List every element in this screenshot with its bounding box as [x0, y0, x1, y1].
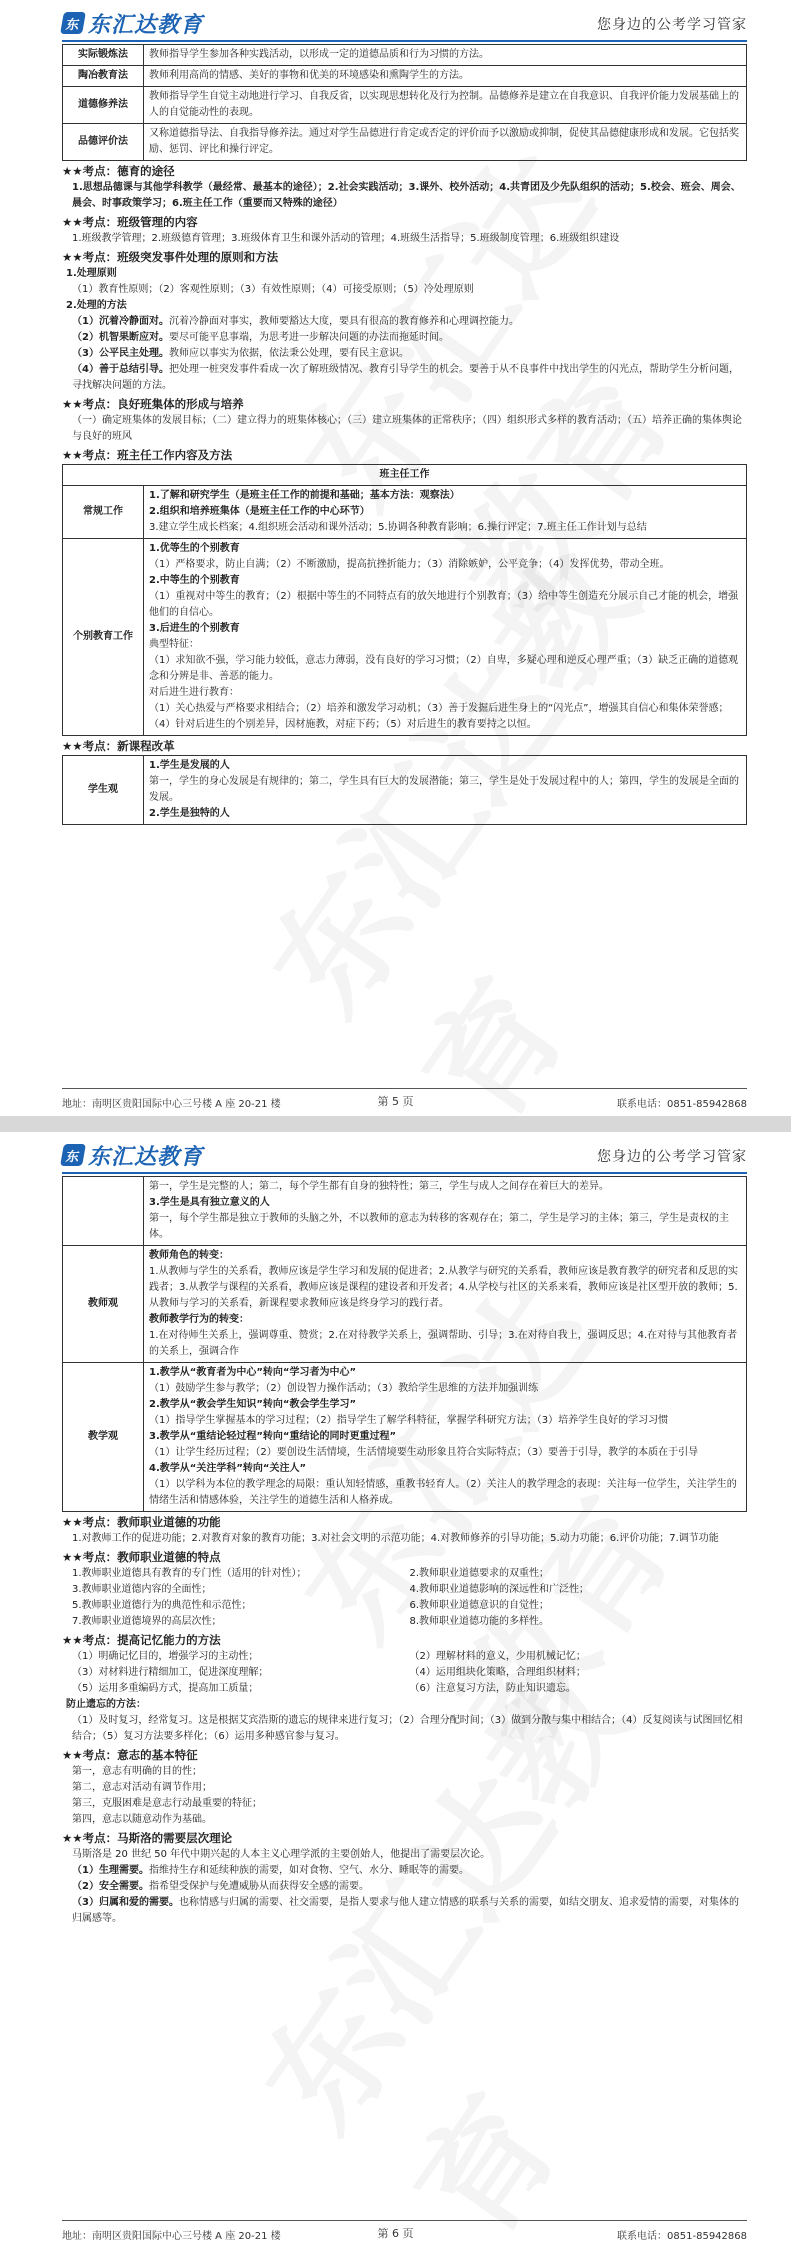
row-content: 1.优等生的个别教育 （1）严格要求，防止自满；（2）不断激励，提高抗挫折能力；（3）消除嫉妒，公平竞争；（4）发挥优势，带动全班。 2.中等生的个别教育 （1）重视对中等生的教育；（2）根据中等生的不同特点有的放矢地进行个别教育；（3）给中等生创造充分展示自己才能的机会，增强他们的自信心。 3.后进生的个别教育 典型特征： （1）求知欲不强，学习能力较低，意志力薄弱，没有良好的学习习惯；（2）自卑，多疑心理和逆反心理严重；（3）缺乏正确的道德观念和分辨是非、善恶的能力。 对后进生进行教育： （1）关心热爱与严格要求相结合；（2）培养和激发学习动机；（3）善于发掘后进生身上的“闪光点”，增强其自信心和集体荣誉感；（4）针对后进生的个别差异，因材施教，对症下药；（5）对后进生的教育要持之以恒。 — [144, 539, 747, 736]
page-number: 第 6 页 — [377, 2227, 414, 2240]
table-row — [63, 66, 747, 87]
page-footer — [0, 2220, 791, 2248]
logo — [62, 1141, 203, 1169]
section-heading: ★★考点：教师职业道德的特点 — [62, 1550, 221, 1564]
table-row — [63, 1177, 747, 1246]
section-text: 1.班级教学管理；2.班级德育管理；3.班级体育卫生和课外活动的管理；4.班级生活指导；5.班级制度管理；6.班级组织建设 — [72, 233, 620, 244]
section-text: 1.思想品德课与其他学科教学（最经常、最基本的途径）；2.社会实践活动；3.课外、校外活动；4.共青团及少先队组织的活动；5.校会、班会、周会、晨会、时事政策学习；6.班主任工作（重要而又特殊的途径） — [72, 182, 741, 209]
section-text: （1）及时复习，经常复习。这是根据艾宾浩斯的遗忘的规律来进行复习；（2）合理分配时间；（3）做到分散与集中相结合；（4）反复阅读与试图回忆相结合；（5）复习方法要多样化；（6）运用多种感官参与复习。 — [72, 1715, 743, 1742]
method-name: 实际锻炼法 — [63, 45, 144, 66]
logo-icon: 东 — [60, 12, 86, 34]
row-content: 教师角色的转变： 1.从教师与学生的关系看，教师应该是学生学习和发展的促进者；2.从教学与研究的关系看，教师应该是教育教学的研究者和反思的实践者；3.从教学与课程的关系看，教师应该是课程的建设者和开发者；4.从学校与社区的关系来看，教师应该是社区型开放的教师；5.从教师与学习的关系看，新课程要求教师应该是终身学习的践行者。 教师教学行为的转变： 1.在对待师生关系上，强调尊重、赞赏；2.在对待教学关系上，强调帮助、引导；3.在对待自我上，强调反思；4.在对待与其他教育者的关系上，强调合作 — [144, 1246, 747, 1363]
subheading: 2.处理的方法 — [66, 300, 127, 311]
logo-text: 东汇达教育 — [88, 1144, 204, 1170]
header-divider — [62, 40, 747, 42]
slogan: 您身边的公考学习管家 — [597, 17, 747, 33]
list-item: 3.教师职业道德内容的全面性； — [72, 1584, 212, 1595]
list-item: 第三，克服困难是意志行动最重要的特征； — [72, 1798, 262, 1809]
method-desc: 又称道德指导法、自我指导修养法。通过对学生品德进行肯定或否定的评价而予以激励或抑制，促使其品德健康形成和发展。它包括奖励、惩罚、评比和操行评定。 — [144, 124, 747, 161]
row-content: 第一，学生是完整的人；第二，每个学生都有自身的独特性；第三，学生与成人之间存在着巨大的差异。 3.学生是具有独立意义的人 第一，每个学生都是独立于教师的头脑之外，不以教师的意志为转移的客观存在；第二，学生是学习的主体；第三，学生是责权的主体。 — [144, 1177, 747, 1246]
list-item: 8.教师职业道德功能的多样性。 — [409, 1616, 550, 1627]
logo — [62, 9, 203, 37]
section-heading: ★★考点：良好班集体的形成与培养 — [62, 397, 244, 411]
page-6 — [0, 1132, 791, 2248]
row-label — [63, 1177, 144, 1246]
list-item: （2）安全需要。指希望受保护与免遭威胁从而获得安全感的需要。 — [72, 1881, 369, 1892]
table-row — [63, 124, 747, 161]
table-header-row — [63, 465, 747, 486]
list-item: （3）归属和爱的需要。也称情感与归属的需要、社交需要，是指人要求与他人建立情感的联系与关系的需要，如结交朋友、追求爱情的需要，对集体的归属感等。 — [72, 1897, 739, 1924]
method-desc: 教师利用高尚的情感、美好的事物和优美的环境感染和熏陶学生的方法。 — [144, 66, 747, 87]
row-label: 教师观 — [63, 1246, 144, 1363]
section-heading: ★★考点：班级突发事件处理的原则和方法 — [62, 250, 279, 264]
page-header — [0, 0, 791, 40]
row-content: 1.了解和研究学生（是班主任工作的前提和基础；基本方法：观察法） 2.组织和培养班集体（是班主任工作的中心环节） 3.建立学生成长档案；4.组织班会活动和课外活动；5.协调各种教育影响；6.操行评定；7.班主任工作计划与总结 — [144, 486, 747, 539]
page-footer — [0, 1088, 791, 1116]
head-teacher-table — [62, 464, 747, 736]
features-list — [62, 1566, 747, 1630]
list-item: （2）理解材料的意义，少用机械记忆； — [409, 1651, 586, 1662]
method-desc: 教师指导学生自觉主动地进行学习、自我反省，以实现思想转化及行为控制。品德修养是建立在自我意识、自我评价能力发展基础上的人的自觉能动性的表现。 — [144, 87, 747, 124]
page-5 — [0, 0, 791, 1116]
list-item: （4）善于总结引导。把处理一桩突发事件看成一次了解班级情况、教育引导学生的机会。要善于从不良事件中找出学生的闪光点，帮助学生分析问题，寻找解决问题的方法。 — [72, 364, 739, 391]
section-heading: ★★考点：马斯洛的需要层次理论 — [62, 1831, 233, 1845]
table-row — [63, 539, 747, 736]
student-view-table — [62, 755, 747, 825]
header-divider — [62, 1172, 747, 1174]
page-content — [62, 44, 747, 825]
section-text: （1）教育性原则；（2）客观性原则；（3）有效性原则；（4）可接受原则；（5）冷处理原则 — [72, 284, 474, 295]
list-item: （1）生理需要。指维持生存和延续种族的需要，如对食物、空气、水分、睡眠等的需要。 — [72, 1865, 469, 1876]
list-item: 7.教师职业道德境界的高层次性； — [72, 1616, 222, 1627]
section-heading: ★★考点：意志的基本特征 — [62, 1748, 198, 1762]
subheading: 1.处理原则 — [66, 268, 117, 279]
footer-address: 地址：南明区贵阳国际中心三号楼 A 座 20-21 楼 — [62, 2231, 281, 2242]
table-row — [63, 87, 747, 124]
table-title: 班主任工作 — [63, 465, 747, 486]
table-row — [63, 45, 747, 66]
moral-methods-table — [62, 44, 747, 161]
method-name: 陶冶教育法 — [63, 66, 144, 87]
section-heading: ★★考点：德育的途径 — [62, 164, 175, 178]
method-name: 道德修养法 — [63, 87, 144, 124]
table-row — [63, 756, 747, 825]
curriculum-views-table — [62, 1176, 747, 1512]
row-content: 1.教学从“教育者为中心”转向“学习者为中心” （1）鼓励学生参与教学；（2）创设智力操作活动；（3）教给学生思维的方法并加强训练 2.教学从“教会学生知识”转向“教会学生学习” （1）指导学生掌握基本的学习过程；（2）指导学生了解学科特征，掌握学科研究方法；（3）培养学生良好的学习习惯 3.教学从“重结论轻过程”转向“重结论的同时更重过程” （1）让学生经历过程；（2）要创设生活情境，生活情境要生动形象且符合实际特点；（3）要善于引导，教学的本质在于引导 4.教学从“关注学科”转向“关注人” （1）以学科为本位的教学理念的局限：重认知轻情感，重教书轻育人。（2）关注人的教学理念的表现：关注每一位学生，关注学生的情绪生活和情感体验，关注学生的道德生活和人格养成。 — [144, 1363, 747, 1512]
footer-divider — [62, 1088, 747, 1089]
slogan: 您身边的公考学习管家 — [597, 1149, 747, 1165]
list-item: 4.教师职业道德影响的深远性和广泛性； — [409, 1584, 590, 1595]
row-label: 学生观 — [63, 756, 144, 825]
section-heading: ★★考点：班主任工作内容及方法 — [62, 448, 233, 462]
page-number: 第 5 页 — [377, 1095, 414, 1108]
list-item: （1）沉着冷静面对。沉着冷静面对事实，教师要豁达大度，要具有很高的教育修养和心理调控能力。 — [72, 316, 519, 327]
subheading: 防止遗忘的方法： — [66, 1699, 146, 1710]
list-item: 第二，意志对活动有调节作用； — [72, 1782, 212, 1793]
footer-divider — [62, 2220, 747, 2221]
table-row — [63, 1363, 747, 1512]
section-heading: ★★考点：新课程改革 — [62, 739, 175, 753]
list-item: （3）对材料进行精细加工，促进深度理解； — [72, 1667, 269, 1678]
page-content — [62, 1176, 747, 1927]
list-item: （5）运用多重编码方式，提高加工质量； — [72, 1683, 259, 1694]
list-item: 2.教师职业道德要求的双重性； — [409, 1568, 550, 1579]
list-item: （6）注意复习方法，防止知识遗忘。 — [409, 1683, 576, 1694]
section-heading: ★★考点：班级管理的内容 — [62, 215, 198, 229]
section-text: 1.对教师工作的促进功能；2.对教育对象的教育功能；3.对社会文明的示范功能；4.对教师修养的引导功能；5.动力功能；6.评价功能；7.调节功能 — [72, 1533, 719, 1544]
list-item: 第一，意志有明确的目的性； — [72, 1766, 202, 1777]
footer-address: 地址：南明区贵阳国际中心三号楼 A 座 20-21 楼 — [62, 1099, 281, 1110]
footer-phone: 联系电话：0851-85942868 — [617, 2231, 747, 2242]
section-heading: ★★考点：提高记忆能力的方法 — [62, 1633, 221, 1647]
list-item: 5.教师职业道德行为的典范性和示范性； — [72, 1600, 252, 1611]
logo-icon: 东 — [60, 1144, 86, 1166]
list-item: （1）明确记忆目的，增强学习的主动性； — [72, 1651, 259, 1662]
list-item: 第四，意志以随意动作为基础。 — [72, 1814, 212, 1825]
section-heading: ★★考点：教师职业道德的功能 — [62, 1515, 221, 1529]
list-item: 6.教师职业道德意识的自觉性； — [409, 1600, 550, 1611]
row-content: 1.学生是发展的人 第一，学生的身心发展是有规律的；第二，学生具有巨大的发展潜能；第三，学生是处于发展过程中的人；第四，学生的发展是全面的发展。 2.学生是独特的人 — [144, 756, 747, 825]
section-text: 马斯洛是 20 世纪 50 年代中期兴起的人本主义心理学派的主要创始人，他提出了需要层次论。 — [72, 1849, 491, 1860]
list-item: 1.教师职业道德具有教育的专门性（适用的针对性）； — [72, 1568, 307, 1579]
table-row — [63, 486, 747, 539]
section-text: （一）确定班集体的发展目标；（二）建立得力的班集体核心；（三）建立班集体的正常秩序；（四）组织形式多样的教育活动；（五）培养正确的集体舆论与良好的班风 — [72, 415, 742, 442]
logo-text: 东汇达教育 — [88, 12, 204, 38]
memory-methods-list — [62, 1649, 747, 1697]
row-label: 个别教育工作 — [63, 539, 144, 736]
row-label: 常规工作 — [63, 486, 144, 539]
method-desc: 教师指导学生参加各种实践活动，以形成一定的道德品质和行为习惯的方法。 — [144, 45, 747, 66]
row-label: 教学观 — [63, 1363, 144, 1512]
list-item: （2）机智果断应对。要尽可能平息事端，为思考进一步解决问题的办法而拖延时间。 — [72, 332, 449, 343]
method-name: 品德评价法 — [63, 124, 144, 161]
list-item: （4）运用组块化策略，合理组织材料； — [409, 1667, 586, 1678]
page-header — [0, 1132, 791, 1172]
footer-phone: 联系电话：0851-85942868 — [617, 1099, 747, 1110]
table-row — [63, 1246, 747, 1363]
list-item: （3）公平民主处理。教师应以事实为依据，依法秉公处理，要有民主意识。 — [72, 348, 409, 359]
